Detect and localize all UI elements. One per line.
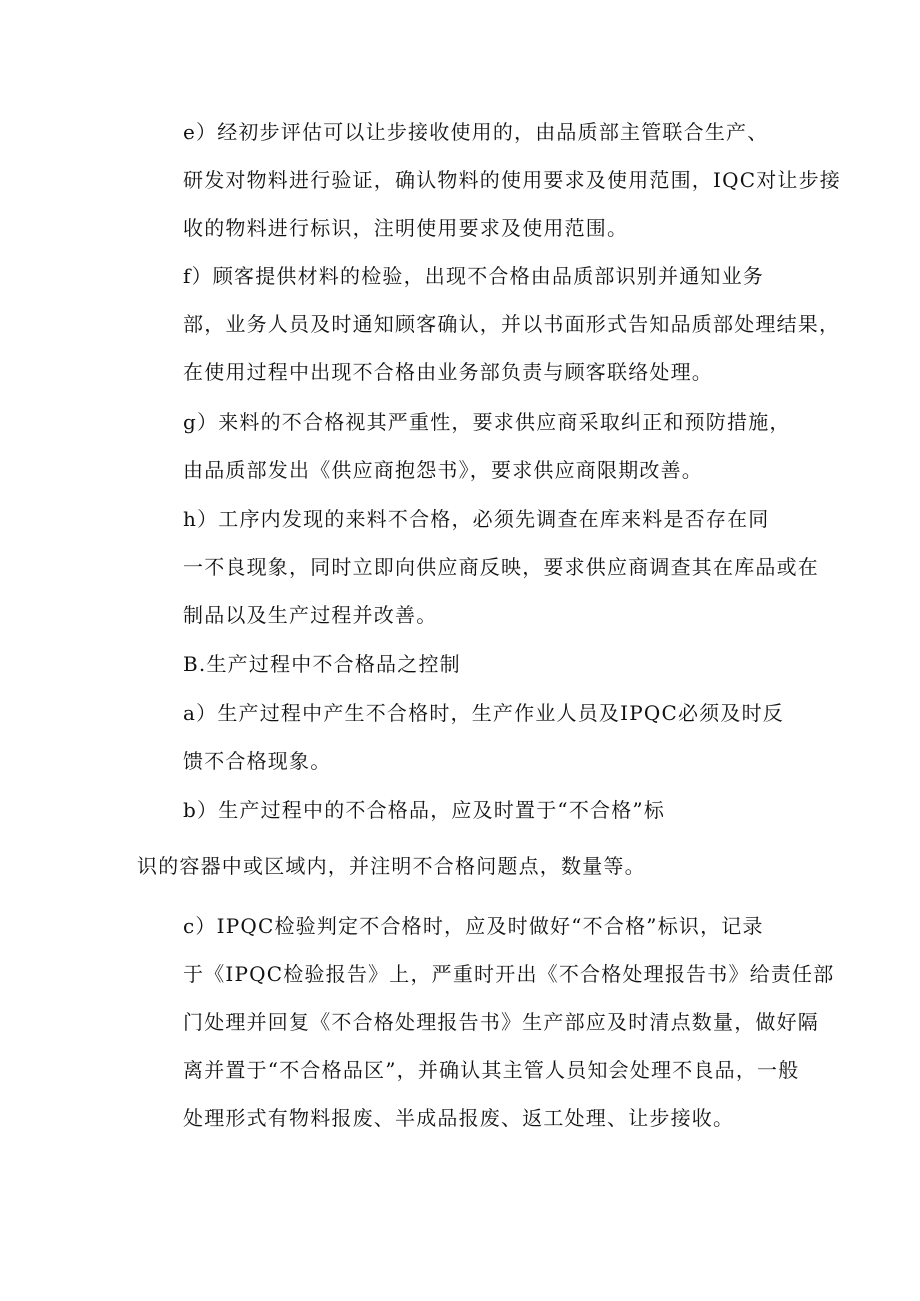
paragraph-f: [137, 252, 841, 396]
text-line: 部，业务人员及时通知顾客确认，并以书面形式告知品质部处理结果，: [183, 312, 841, 336]
paragraph-g: [137, 398, 797, 494]
text-line: a）生产过程中产生不合格时，生产作业人员及IPQC必须及时反: [183, 701, 784, 725]
paragraph-b-continued: [137, 842, 797, 890]
text-line: 识的容器中或区域内，并注明不合格问题点，数量等。: [137, 854, 646, 878]
section-heading: B.生产过程中不合格品之控制: [183, 652, 461, 676]
paragraph-b: [137, 786, 797, 834]
text-line: 制品以及生产过程并改善。: [183, 603, 438, 627]
text-line: 收的物料进行标识，注明使用要求及使用范围。: [183, 216, 629, 240]
text-line: 由品质部发出《供应商抱怨书》，要求供应商限期改善。: [183, 458, 703, 482]
text-line: 馈不合格现象。: [183, 749, 332, 773]
paragraph-e: [137, 108, 841, 252]
text-line: f）顾客提供材料的检验，出现不合格由品质部识别并通知业务: [183, 264, 765, 288]
paragraph-h: [137, 495, 819, 639]
text-line: 研发对物料进行验证，确认物料的使用要求及使用范围，IQC对让步接: [183, 168, 841, 192]
text-line: 离并置于“不合格品区”，并确认其主管人员知会处理不良品，一般: [183, 1058, 800, 1082]
text-line: 门处理并回复《不合格处理报告书》生产部应及时清点数量，做好隔: [183, 1010, 819, 1034]
text-line: e）经初步评估可以让步接收使用的，由品质部主管联合生产、: [183, 120, 769, 144]
paragraph-a: [137, 689, 797, 785]
text-line: 处理形式有物料报废、半成品报废、返工处理、让步接收。: [183, 1106, 735, 1130]
text-line: 于《IPQC检验报告》上，严重时开出《不合格处理报告书》给责任部: [183, 962, 835, 986]
paragraph-c: [137, 902, 835, 1142]
text-line: c）IPQC检验判定不合格时，应及时做好“不合格”标识，记录: [183, 914, 764, 938]
text-line: g）来料的不合格视其严重性，要求供应商采取纠正和预防措施，: [183, 410, 791, 434]
text-line: b）生产过程中的不合格品，应及时置于“不合格”标: [183, 798, 666, 822]
section-heading-b: [137, 640, 797, 688]
text-line: h）工序内发现的来料不合格，必须先调查在库来料是否存在同: [183, 507, 770, 531]
text-line: 在使用过程中出现不合格由业务部负责与顾客联络处理。: [183, 360, 713, 384]
text-line: 一不良现象，同时立即向供应商反映，要求供应商调查其在库品或在: [183, 555, 819, 579]
